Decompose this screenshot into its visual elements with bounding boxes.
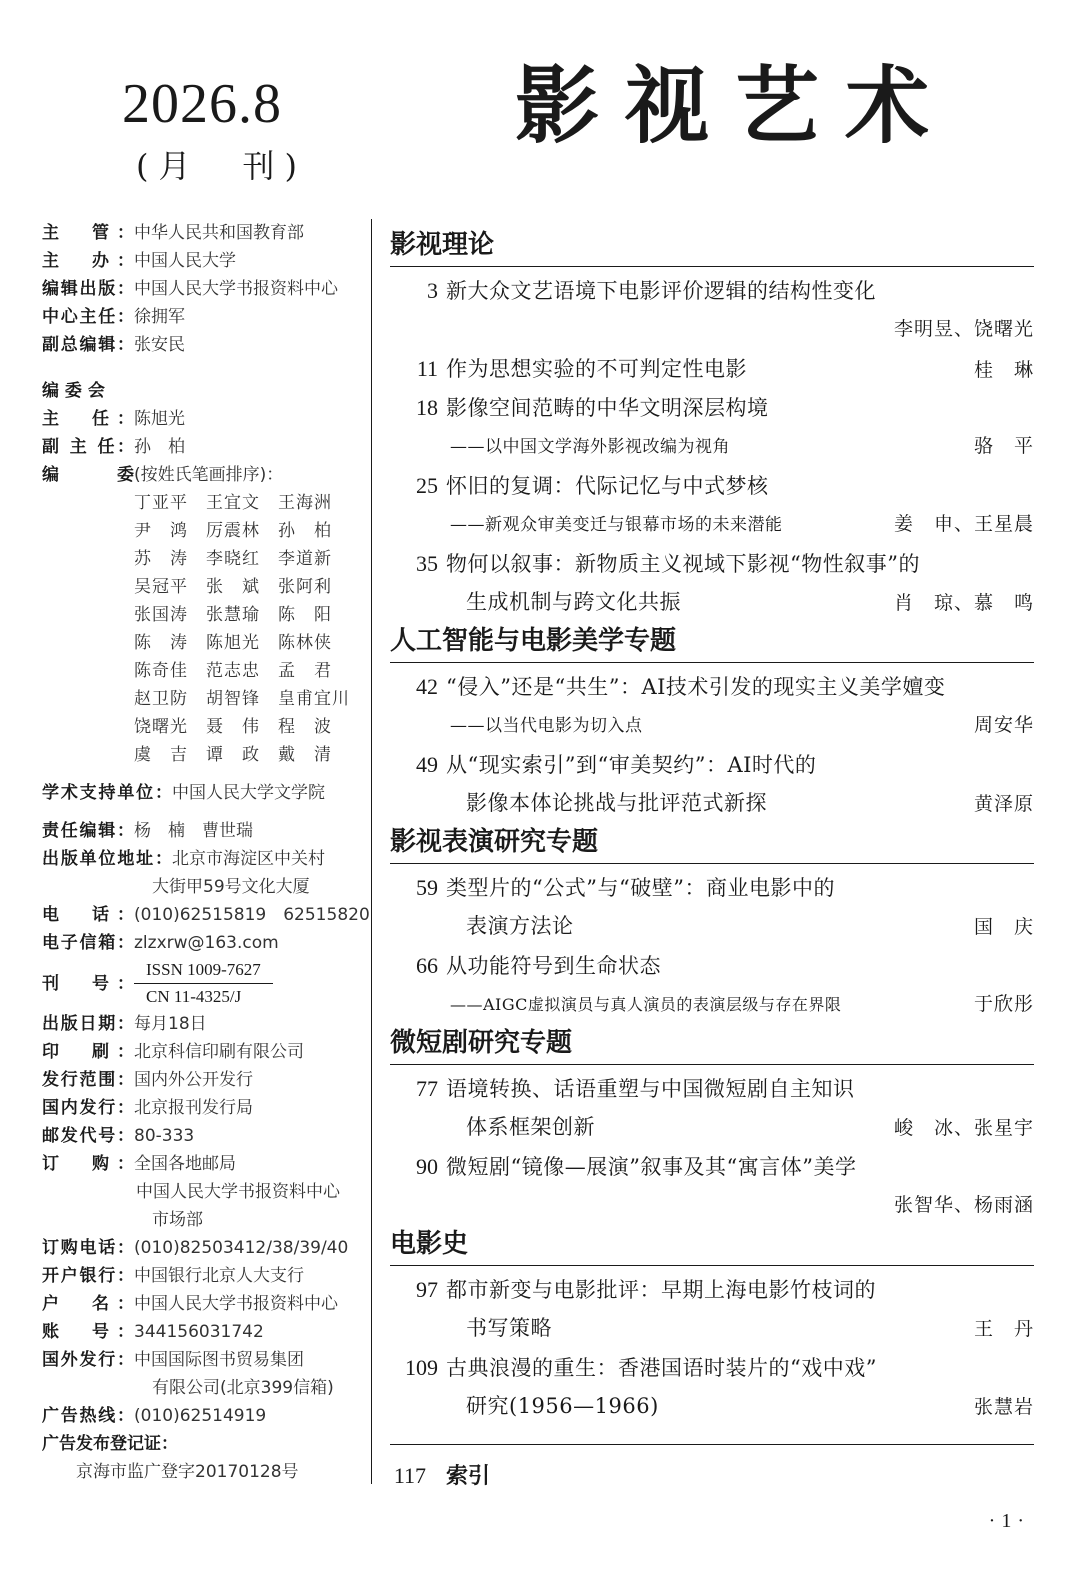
article-title[interactable]: 类型片的“公式”与“破壁”：商业电影中的 (446, 876, 835, 900)
info-value: 徐拥军 (134, 307, 185, 327)
email-row (42, 929, 372, 957)
account-no-row (42, 1318, 372, 1346)
member-name: 厉震林 (206, 521, 260, 541)
article-author: 周安华 (973, 714, 1034, 736)
info-key: 邮发代号： (42, 1126, 134, 1146)
info-key: 副 主 任： (42, 437, 134, 457)
info-value: 北京科信印刷有限公司 (134, 1042, 304, 1062)
committee-title (42, 377, 372, 405)
article-subtitle: ——AIGC虚拟演员与真人演员的表演层级与存在界限 (450, 995, 842, 1014)
issue-number: 2026.8 (122, 73, 282, 135)
info-value: 国内外公开发行 (134, 1070, 253, 1090)
info-value: 北京市海淀区中关村 (172, 849, 325, 869)
article-author: 王 丹 (973, 1318, 1034, 1340)
info-value: 中国人民大学 (134, 251, 236, 271)
article-author: 于欣彤 (973, 993, 1034, 1015)
publisher-address-row (42, 845, 372, 873)
toc-entry[interactable] (390, 667, 1034, 745)
info-key: 主 办： (42, 251, 134, 271)
committee-members (42, 489, 372, 769)
phone-row (42, 901, 372, 929)
member-name: 范志忠 (206, 661, 260, 681)
info-value: 北京报刊发行局 (134, 1098, 253, 1118)
article-author: 峻 冰、张星宇 (893, 1117, 1034, 1139)
member-name: 胡智锋 (206, 689, 260, 709)
subscribe-line2: 中国人民大学书报资料中心 (136, 1182, 340, 1202)
info-value: 中国银行北京人大支行 (134, 1266, 304, 1286)
column-divider (371, 219, 372, 1484)
member-name: 陈林侠 (278, 633, 332, 653)
page-number: 90 (416, 1154, 438, 1179)
info-key: 刊 号： (42, 973, 134, 994)
subscribe-phone-row (42, 1234, 372, 1262)
article-author: 桂 琳 (973, 359, 1034, 381)
postal-code-row (42, 1122, 372, 1150)
member-row (134, 713, 372, 741)
member-name: 陈奇佳 (134, 661, 188, 681)
spacer (42, 769, 372, 779)
page-number: 18 (416, 395, 438, 420)
info-key: 编辑出版： (42, 279, 134, 299)
info-key: 主 任： (42, 409, 134, 429)
member-name: 陈 涛 (134, 633, 188, 653)
article-title[interactable]: 影像空间范畴的中华文明深层构境 (446, 396, 769, 420)
info-value: 中国人民大学书报资料中心 (134, 1294, 338, 1314)
member-name: 李晓红 (206, 549, 260, 569)
info-key: 账 号： (42, 1322, 134, 1342)
info-value: 张安民 (134, 335, 185, 355)
section-title: 人工智能与电影美学专题 (390, 622, 1034, 663)
toc-entry[interactable] (390, 349, 1034, 388)
member-row (134, 517, 372, 545)
committee-members-label-row (42, 461, 372, 489)
member-name: 吴冠平 (134, 577, 188, 597)
member-name: 苏 涛 (134, 549, 188, 569)
toc-entry[interactable] (390, 1069, 1034, 1147)
member-name: 张阿利 (278, 577, 332, 597)
section-title: 电影史 (390, 1225, 1034, 1266)
page-number: 77 (416, 1076, 438, 1101)
printing-row (42, 1038, 372, 1066)
info-key: 发行范围： (42, 1070, 134, 1090)
toc-entry[interactable] (390, 1348, 1034, 1426)
article-author: 李明昱、饶曙光 (893, 318, 1034, 340)
info-value: 杨 楠 曹世瑞 (134, 821, 253, 841)
article-title[interactable]: 古典浪漫的重生：香港国语时装片的“戏中戏” (446, 1356, 877, 1380)
info-value: 中国国际图书贸易集团 (134, 1350, 304, 1370)
info-value: (010)62515819 62515820 (134, 905, 370, 925)
page-number: 109 (405, 1355, 438, 1380)
ad-registration-value (42, 1458, 372, 1486)
ad-registration-row (42, 1430, 372, 1458)
section-title: 微短剧研究专题 (390, 1024, 1034, 1065)
member-name: 王海洲 (278, 493, 332, 513)
info-value: 344156031742 (134, 1322, 264, 1342)
journal-title: 影视艺术 (515, 57, 956, 155)
member-name: 孙 柏 (278, 521, 332, 541)
info-key: 户 名： (42, 1294, 134, 1314)
article-title-cont[interactable]: 影像本体论挑战与批评范式新探 (466, 791, 767, 815)
info-value: 中国人民大学文学院 (172, 783, 325, 803)
center-director-row (42, 303, 372, 331)
section-title: 影视表演研究专题 (390, 823, 1034, 864)
publisher-address-line2: 大街甲59号文化大厦 (152, 877, 310, 897)
foreign-distribution-row (42, 1346, 372, 1374)
toc-entry[interactable] (390, 745, 1034, 823)
article-author: 姜 申、王星晨 (893, 513, 1034, 535)
info-value: 全国各地邮局 (134, 1154, 236, 1174)
article-title[interactable]: 都市新变与电影批评：早期上海电影竹枝词的 (446, 1278, 876, 1302)
domestic-distribution-row (42, 1094, 372, 1122)
article-title-cont[interactable]: 研究(1956—1966) (466, 1394, 659, 1418)
article-title-cont[interactable]: 书写策略 (466, 1316, 552, 1340)
sponsor-row (42, 247, 372, 275)
masthead (42, 219, 372, 1486)
info-key: 电子信箱： (42, 933, 134, 953)
toc-entry[interactable] (390, 544, 1034, 622)
deputy-editor-row (42, 331, 372, 359)
info-key: 广告热线： (42, 1406, 134, 1426)
info-value: 陈旭光 (134, 409, 185, 429)
page-number: 35 (416, 551, 438, 576)
info-key: 责任编辑： (42, 821, 134, 841)
info-key: 印 刷： (42, 1042, 134, 1062)
pub-date-row (42, 1010, 372, 1038)
bank-row (42, 1262, 372, 1290)
info-value: 80-333 (134, 1126, 195, 1146)
info-key: 国外发行： (42, 1350, 134, 1370)
member-row (134, 685, 372, 713)
toc-entry[interactable] (390, 466, 1034, 544)
frequency-label: (月 刊) (136, 147, 307, 185)
page-number: 3 (427, 278, 438, 303)
article-author: 国 庆 (973, 916, 1034, 938)
info-value: 京海市监广登字20170128号 (76, 1462, 299, 1482)
toc-entry[interactable] (390, 1270, 1034, 1348)
article-title[interactable]: 新大众文艺语境下电影评价逻辑的结构性变化 (446, 279, 876, 303)
member-name: 丁亚平 (134, 493, 188, 513)
info-key: 开户银行： (42, 1266, 134, 1286)
member-row (134, 601, 372, 629)
member-name: 聂 伟 (206, 717, 260, 737)
committee-heading: 编 委 会 (42, 381, 105, 401)
article-title[interactable]: 怀旧的复调：代际记忆与中式梦核 (446, 474, 769, 498)
issn-number: ISSN 1009-7627 (134, 957, 273, 984)
article-title[interactable]: 微短剧“镜像—展演”叙事及其“寓言体”美学 (446, 1155, 857, 1179)
member-name: 王宜文 (206, 493, 260, 513)
toc-entry[interactable] (390, 1147, 1034, 1225)
page-number: 66 (416, 953, 438, 978)
article-title-cont[interactable]: 表演方法论 (466, 914, 574, 938)
article-title[interactable]: 从功能符号到生命状态 (446, 954, 661, 978)
article-author: 张智华、杨雨涵 (893, 1194, 1034, 1216)
article-title-cont[interactable]: 生成机制与跨文化共振 (466, 590, 681, 614)
info-value: 中国人民大学书报资料中心 (134, 279, 338, 299)
info-key: 电 话： (42, 905, 134, 925)
article-subtitle: ——新观众审美变迁与银幕市场的未来潜能 (450, 515, 783, 535)
toc-entry[interactable] (390, 868, 1034, 946)
table-of-contents (390, 226, 1034, 1490)
member-name: 陈旭光 (206, 633, 260, 653)
info-value: 中华人民共和国教育部 (134, 223, 304, 243)
member-name: 陈 阳 (278, 605, 332, 625)
issn-row (42, 957, 372, 1010)
index-label[interactable]: 索引 (446, 1464, 491, 1489)
page-number-footer: ·1· (988, 1510, 1030, 1532)
info-key: 订 购： (42, 1154, 134, 1174)
member-name: 张国涛 (134, 605, 188, 625)
member-name: 尹 鸿 (134, 521, 188, 541)
account-name-row (42, 1290, 372, 1318)
article-author: 肖 琼、慕 鸣 (893, 592, 1034, 614)
member-row (134, 657, 372, 685)
page-number: 42 (416, 674, 438, 699)
page-number: 97 (416, 1277, 438, 1302)
article-title[interactable]: 语境转换、话语重塑与中国微短剧自主知识 (446, 1077, 855, 1101)
subscribe-row (42, 1150, 372, 1178)
member-name: 赵卫防 (134, 689, 188, 709)
info-key: 出版日期： (42, 1014, 134, 1034)
academic-support-row (42, 779, 372, 807)
issn-box (134, 957, 273, 1010)
member-name: 饶曙光 (134, 717, 188, 737)
info-value: (010)62514919 (134, 1406, 267, 1426)
page-number: 49 (416, 752, 438, 777)
supervisor-row (42, 219, 372, 247)
info-value: (按姓氏笔画排序)： (134, 465, 284, 485)
committee-vice-row (42, 433, 372, 461)
cn-number: CN 11-4325/J (146, 987, 242, 1006)
info-key: 主 管： (42, 223, 134, 243)
member-row (134, 573, 372, 601)
index-entry[interactable] (390, 1444, 1034, 1490)
article-author: 张慧岩 (973, 1396, 1034, 1418)
info-value: 每月18日 (134, 1014, 207, 1034)
member-row (134, 545, 372, 573)
article-title[interactable]: “侵入”还是“共生”：AI技术引发的现实主义美学嬗变 (446, 675, 946, 699)
article-title[interactable]: 作为思想实验的不可判定性电影 (446, 357, 747, 381)
page-number: 117 (393, 1463, 426, 1488)
info-key: 编 委 (42, 465, 134, 485)
spacer (42, 807, 372, 817)
article-title-cont[interactable]: 体系框架创新 (466, 1115, 595, 1139)
ad-hotline-row (42, 1402, 372, 1430)
info-value: (010)82503412/38/39/40 (134, 1238, 349, 1258)
member-name: 谭 政 (206, 745, 260, 765)
page-number: 25 (416, 473, 438, 498)
responsible-editor-row (42, 817, 372, 845)
article-subtitle: ——以当代电影为切入点 (450, 716, 643, 736)
editor-publisher-row (42, 275, 372, 303)
section-title: 影视理论 (390, 226, 1034, 267)
spacer (42, 359, 372, 377)
toc-entry[interactable] (390, 271, 1034, 349)
info-value: 孙 柏 (134, 437, 185, 457)
member-name: 张慧瑜 (206, 605, 260, 625)
article-author: 骆 平 (973, 435, 1034, 457)
article-title[interactable]: 从“现实索引”到“审美契约”：AI时代的 (446, 753, 817, 777)
info-key: 副总编辑： (42, 335, 134, 355)
member-name: 戴 清 (278, 745, 332, 765)
toc-entry[interactable] (390, 946, 1034, 1024)
member-name: 张 斌 (206, 577, 260, 597)
info-key: 学术支持单位： (42, 783, 172, 803)
article-title[interactable]: 物何以叙事：新物质主义视域下影视“物性叙事”的 (446, 552, 920, 576)
member-name: 程 波 (278, 717, 332, 737)
committee-chair-row (42, 405, 372, 433)
info-key: 出版单位地址： (42, 849, 172, 869)
info-key: 订购电话： (42, 1238, 134, 1258)
info-key: 广告发布登记证： (42, 1434, 178, 1454)
member-name: 孟 君 (278, 661, 332, 681)
foreign-distribution-line2: 有限公司(北京399信箱) (152, 1378, 334, 1398)
subscribe-line3: 市场部 (152, 1210, 203, 1230)
toc-entry[interactable] (390, 388, 1034, 466)
member-row (134, 741, 372, 769)
member-row (134, 489, 372, 517)
info-value: zlzxrw@163.com (134, 933, 279, 953)
article-subtitle: ——以中国文学海外影视改编为视角 (450, 437, 730, 457)
distribution-scope-row (42, 1066, 372, 1094)
page-number: 11 (416, 356, 438, 381)
member-name: 李道新 (278, 549, 332, 569)
info-key: 中心主任： (42, 307, 134, 327)
member-name: 皇甫宜川 (278, 689, 350, 709)
info-key: 国内发行： (42, 1098, 134, 1118)
member-row (134, 629, 372, 657)
article-author: 黄泽原 (973, 793, 1034, 815)
member-name: 虞 吉 (134, 745, 188, 765)
page-number: 59 (416, 875, 438, 900)
